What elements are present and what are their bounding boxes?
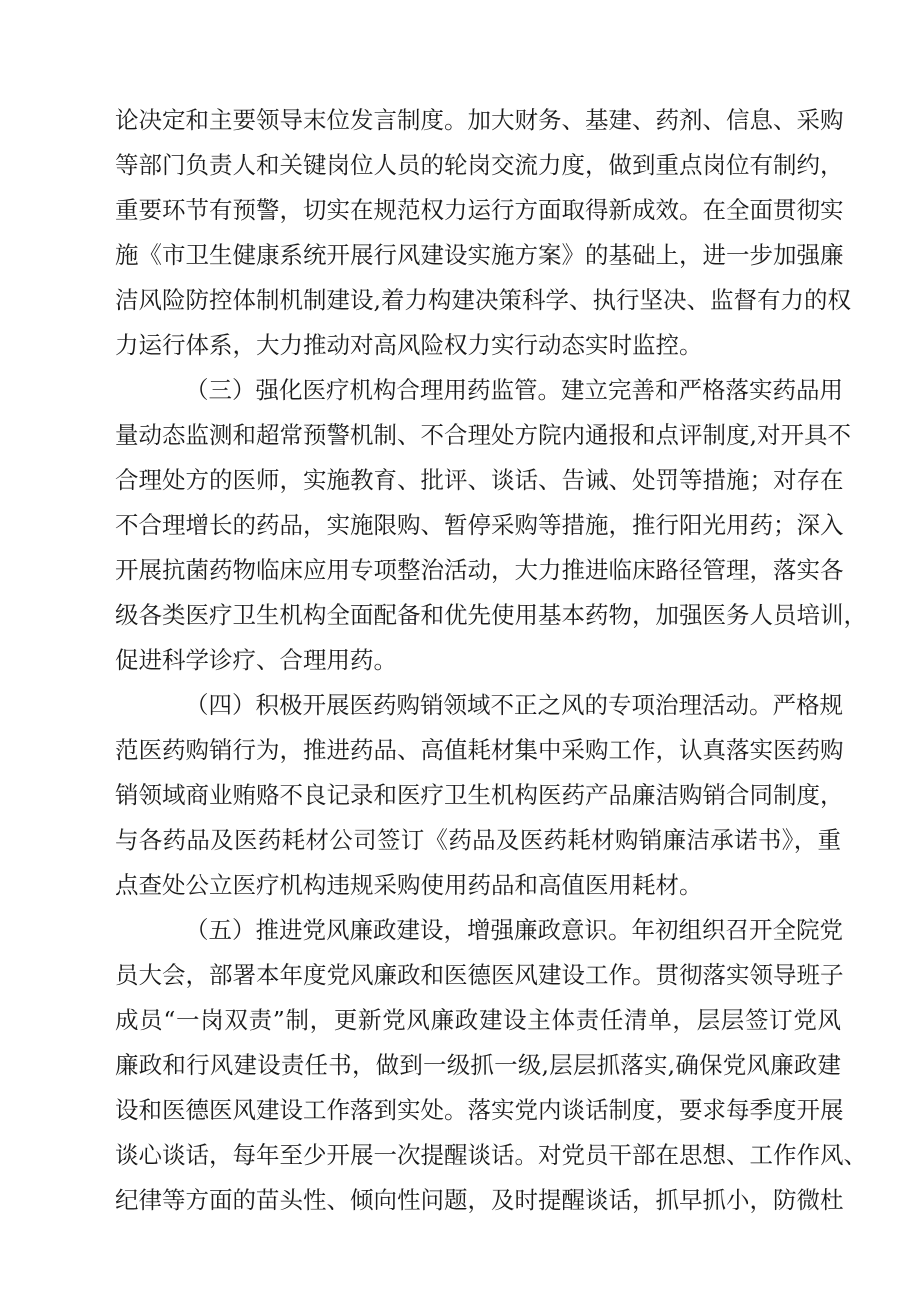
text-line: 等部门负责人和关键岗位人员的轮岗交流力度，做到重点岗位有制约， <box>115 151 844 179</box>
text-line: （五）推进党风廉政建设，增强廉政意识。年初组织召开全院党 <box>185 916 843 944</box>
text-line: 销领域商业贿赂不良记录和医疗卫生机构医药产品廉洁购销合同制度， <box>115 781 844 809</box>
text-line: 不合理增长的药品，实施限购、暂停采购等措施，推行阳光用药；深入 <box>115 511 844 539</box>
text-line: 开展抗菌药物临床应用专项整治活动，大力推进临床路径管理，落实各 <box>115 556 844 584</box>
text-line: 廉政和行风建设责任书，做到一级抓一级,层层抓落实,确保党风廉政建 <box>115 1051 841 1079</box>
text-line: 纪律等方面的苗头性、倾向性问题，及时提醒谈话，抓早抓小，防微杜 <box>115 1186 844 1214</box>
text-line: 施《市卫生健康系统开展行风建设实施方案》的基础上，进一步加强廉 <box>115 241 844 269</box>
text-line: 量动态监测和超常预警机制、不合理处方院内通报和点评制度,对开具不 <box>115 421 851 449</box>
text-line: 点查处公立医疗机构违规采购使用药品和高值医用耗材。 <box>115 871 703 899</box>
text-line: 设和医德医风建设工作落到实处。落实党内谈话制度，要求每季度开展 <box>115 1096 844 1124</box>
text-line: 洁风险防控体制机制建设,着力构建决策科学、执行坚决、监督有力的权 <box>115 286 851 314</box>
text-line: 重要环节有预警，切实在规范权力运行方面取得新成效。在全面贯彻实 <box>115 196 844 224</box>
document-body <box>115 98 867 1223</box>
text-line: 级各类医疗卫生机构全面配备和优先使用基本药物，加强医务人员培训， <box>115 601 867 629</box>
text-line: 谈心谈话，每年至少开展一次提醒谈话。对党员干部在思想、工作作风、 <box>115 1141 867 1169</box>
text-line: 论决定和主要领导末位发言制度。加大财务、基建、药剂、信息、采购 <box>115 106 844 134</box>
text-line: 员大会，部署本年度党风廉政和医德医风建设工作。贯彻落实领导班子 <box>115 961 844 989</box>
text-line: 范医药购销行为，推进药品、高值耗材集中采购工作，认真落实医药购 <box>115 736 844 764</box>
text-line: 成员“一岗双责”制，更新党风廉政建设主体责任清单，层层签订党风 <box>115 1006 841 1034</box>
text-line: 力运行体系，大力推动对高风险权力实行动态实时监控。 <box>115 331 703 359</box>
text-line: 合理处方的医师，实施教育、批评、谈话、告诫、处罚等措施；对存在 <box>115 466 844 494</box>
text-line: （四）积极开展医药购销领域不正之风的专项治理活动。严格规 <box>185 691 843 719</box>
text-line: （三）强化医疗机构合理用药监管。建立完善和严格落实药品用 <box>185 376 843 404</box>
text-line: 与各药品及医药耗材公司签订《药品及医药耗材购销廉洁承诺书》，重 <box>115 826 841 854</box>
text-line: 促进科学诊疗、合理用药。 <box>115 646 397 674</box>
